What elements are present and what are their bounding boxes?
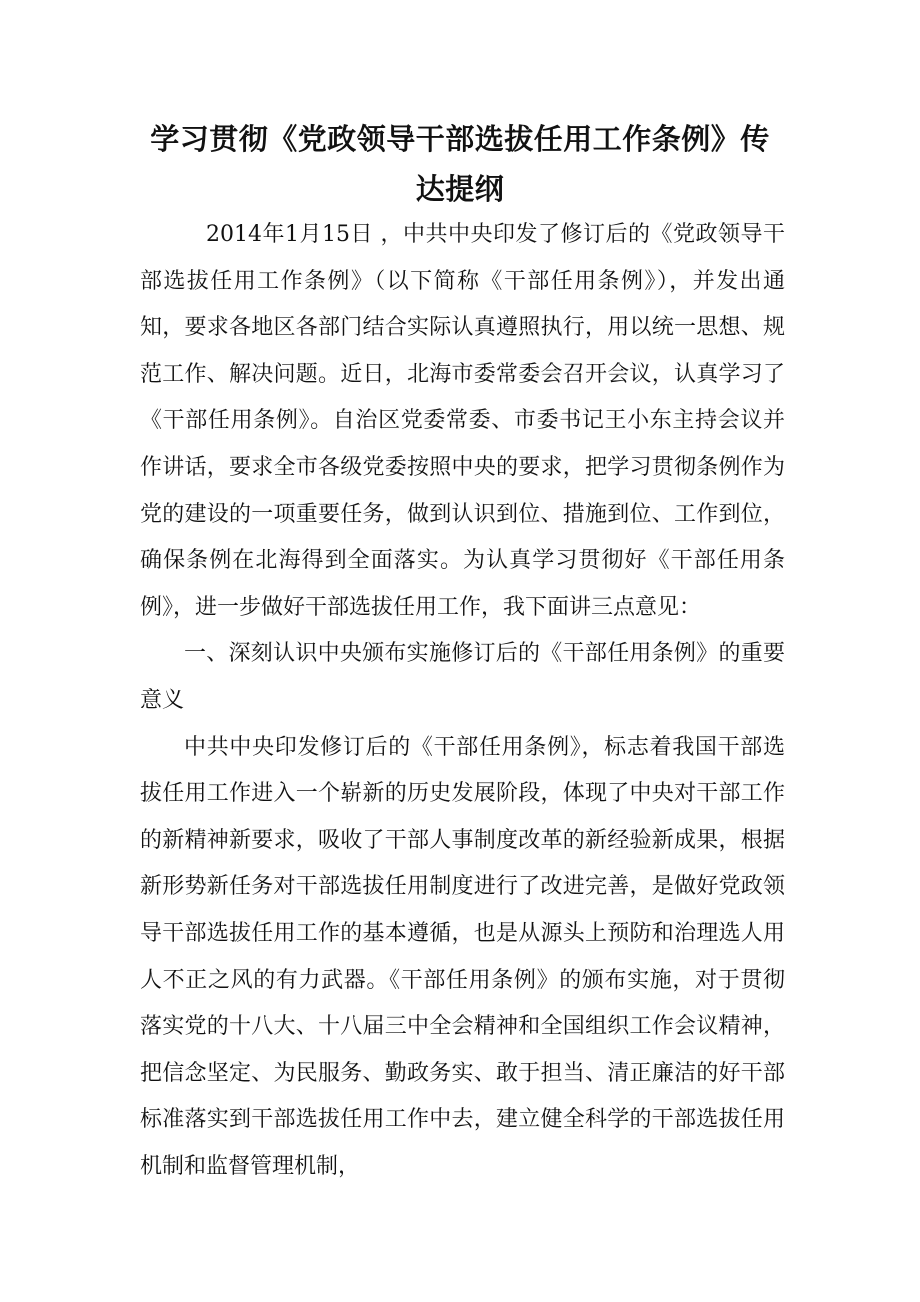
paragraph-significance: 中共中央印发修订后的《干部任用条例》，标志着我国干部选拔任用工作进入一个崭新的历史发展阶段，体现了中央对干部工作的新精神新要求，吸收了干部人事制度改革的新经验新成果，根据新形势新任务对干部选拔任用制度进行了改进完善，是做好党政领导干部选拔任用工作的基本遵循，也是从源头上预防和治理选人用人不正之风的有力武器。《干部任用条例》的颁布实施，对于贯彻落实党的十八大、十八届三中全会精神和全国组织工作会议精神，把信念坚定、为民服务、勤政务实、敢于担当、清正廉洁的好干部标准落实到干部选拔任用工作中去，建立健全科学的干部选拔任用机制和监督管理机制， [140,734,785,1179]
section-heading-1: 一、深刻认识中央颁布实施修订后的《干部任用条例》的重要意义 [140,641,785,713]
document-body [140,212,785,1190]
document-title: 学习贯彻《党政领导干部选拔任用工作条例》传达提纲 [150,122,770,206]
paragraph-intro: 2014年1月15日 ，中共中央印发了修订后的《党政领导干部选拔任用工作条例》（以下简称《干部任用条例》），并发出通知，要求各地区各部门结合实际认真遵照执行，用以统一思想、规范工作、解决问题。近日，北海市委常委会召开会议，认真学习了《干部任用条例》。自治区党委常委、市委书记王小东主持会议并作讲话，要求全市各级党委按照中央的要求，把学习贯彻条例作为党的建设的一项重要任务，做到认识到位、措施到位、工作到位，确保条例在北海得到全面落实。为认真学习贯彻好《干部任用条例》，进一步做好干部选拔任用工作，我下面讲三点意见： [140,222,785,620]
